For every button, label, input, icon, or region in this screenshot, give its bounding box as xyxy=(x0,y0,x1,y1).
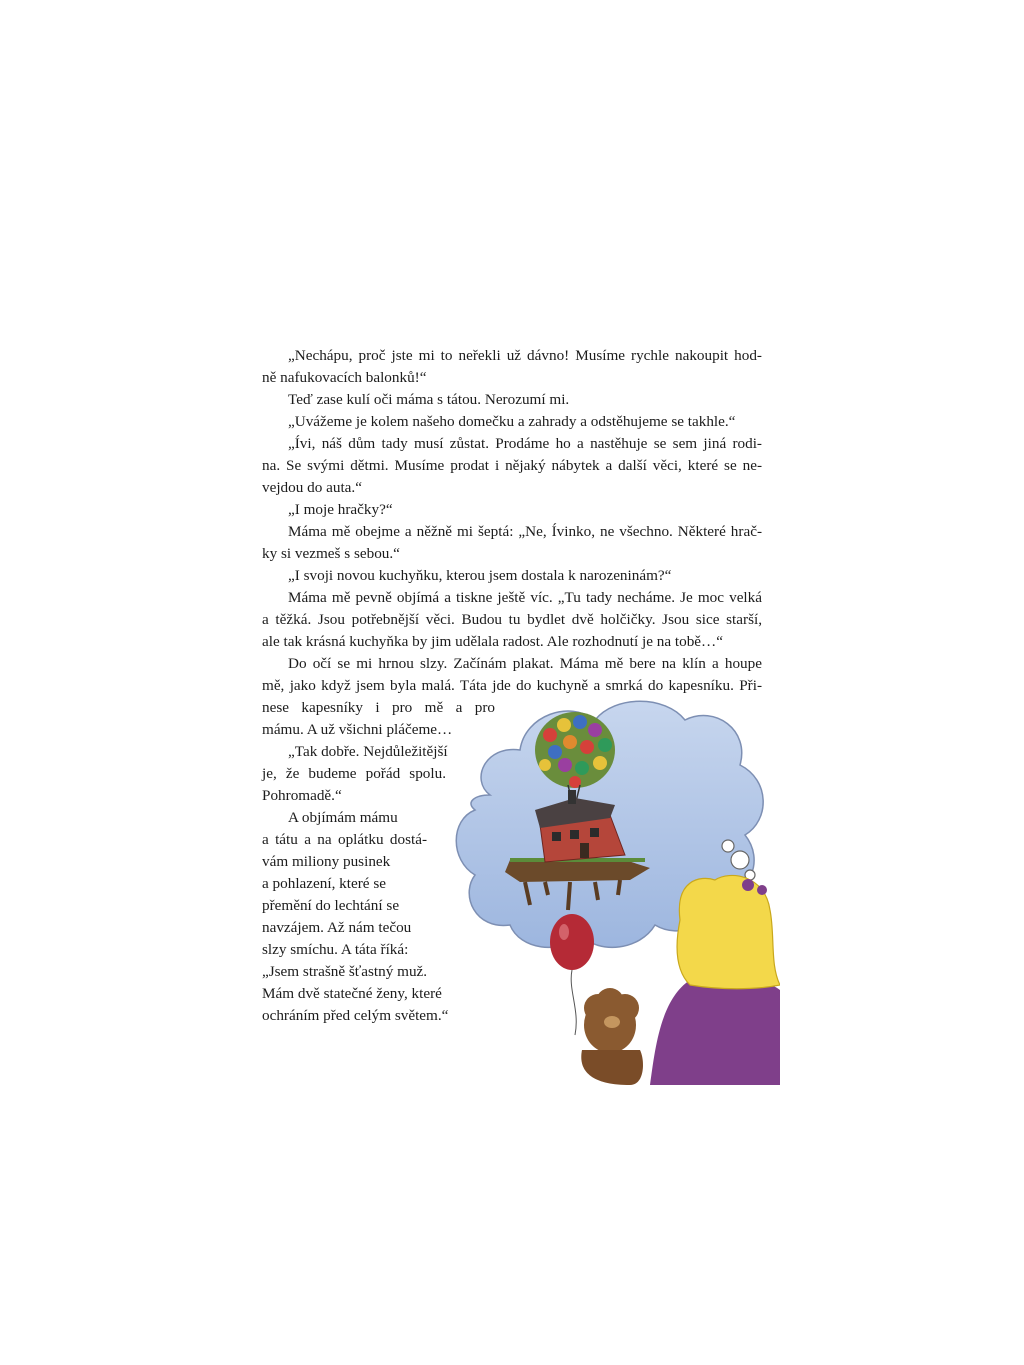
text-line-14: ale tak krásná kuchyňka by jim udělala radost. Ale rozhodnutí je na tobě…“ xyxy=(262,633,723,650)
text-line-11: „I svoji novou kuchyňku, kterou jsem dostala k narozeninám?“ xyxy=(288,567,672,584)
text-line-26: přemění do lechtání se xyxy=(262,897,400,914)
text-line-15: Do očí se mi hrnou slzy. Začínám plakat. Máma mě bere na klín a houpe xyxy=(288,655,762,672)
text-line-29: „Jsem strašně šťastný muž. xyxy=(262,963,428,980)
text-line-31: ochráním před celým světem.“ xyxy=(262,1007,449,1024)
text-line-30: Mám dvě statečné ženy, které xyxy=(262,985,442,1002)
text-line-2: ně nafukovacích balonků!“ xyxy=(262,369,427,386)
text-line-27: navzájem. Až nám tečou xyxy=(262,919,412,936)
text-line-1: „Nechápu, proč jste mi to neřekli už dávno! Musíme rychle nakoupit hod- xyxy=(288,347,762,364)
text-line-18: mámu. A už všichni pláčeme… xyxy=(262,721,453,738)
text-line-23: a tátu a na oplátku dostá- xyxy=(262,831,427,848)
text-line-22: A objímám mámu xyxy=(288,809,398,826)
text-line-17: nese kapesníky i pro mě a pro xyxy=(262,699,495,716)
text-line-20: je, že budeme pořád spolu. xyxy=(262,765,446,782)
text-line-25: a pohlazení, které se xyxy=(262,875,386,892)
text-line-4: „Uvážeme je kolem našeho domečku a zahrady a odstěhujeme se takhle.“ xyxy=(288,413,736,430)
text-line-12: Máma mě pevně objímá a tiskne ještě víc. „Tu tady necháme. Je moc velká xyxy=(288,589,762,606)
text-line-6: na. Se svými dětmi. Musíme prodat i nějaký nábytek a další věci, které se ne- xyxy=(262,457,762,474)
illustration xyxy=(450,690,780,1085)
text-line-5: „Ívi, náš dům tady musí zůstat. Prodáme ho a nastěhuje se sem jiná rodi- xyxy=(288,435,762,452)
text-line-9: Máma mě obejme a něžně mi šeptá: „Ne, Ívinko, ne všechno. Některé hrač- xyxy=(288,523,762,540)
teddy-bear xyxy=(581,988,643,1085)
text-line-21: Pohromadě.“ xyxy=(262,787,342,804)
text-line-7: vejdou do auta.“ xyxy=(262,479,362,496)
text-line-28: slzy smíchu. A táta říká: xyxy=(262,941,409,958)
text-line-13: a těžká. Jsou potřebnější věci. Budou tu bydlet dvě holčičky. Jsou sice starší, xyxy=(262,611,762,628)
text-line-16: mě, jako když jsem byla malá. Táta jde do kuchyně a smrká do kapesníku. Při- xyxy=(262,677,762,694)
text-line-8: „I moje hračky?“ xyxy=(288,501,393,518)
text-line-10: ky si vezmeš s sebou.“ xyxy=(262,545,400,562)
text-line-19: „Tak dobře. Nejdůležitější xyxy=(288,743,448,760)
text-line-24: vám miliony pusinek xyxy=(262,853,391,870)
text-line-3: Teď zase kulí oči máma s tátou. Nerozumí mi. xyxy=(288,391,570,408)
